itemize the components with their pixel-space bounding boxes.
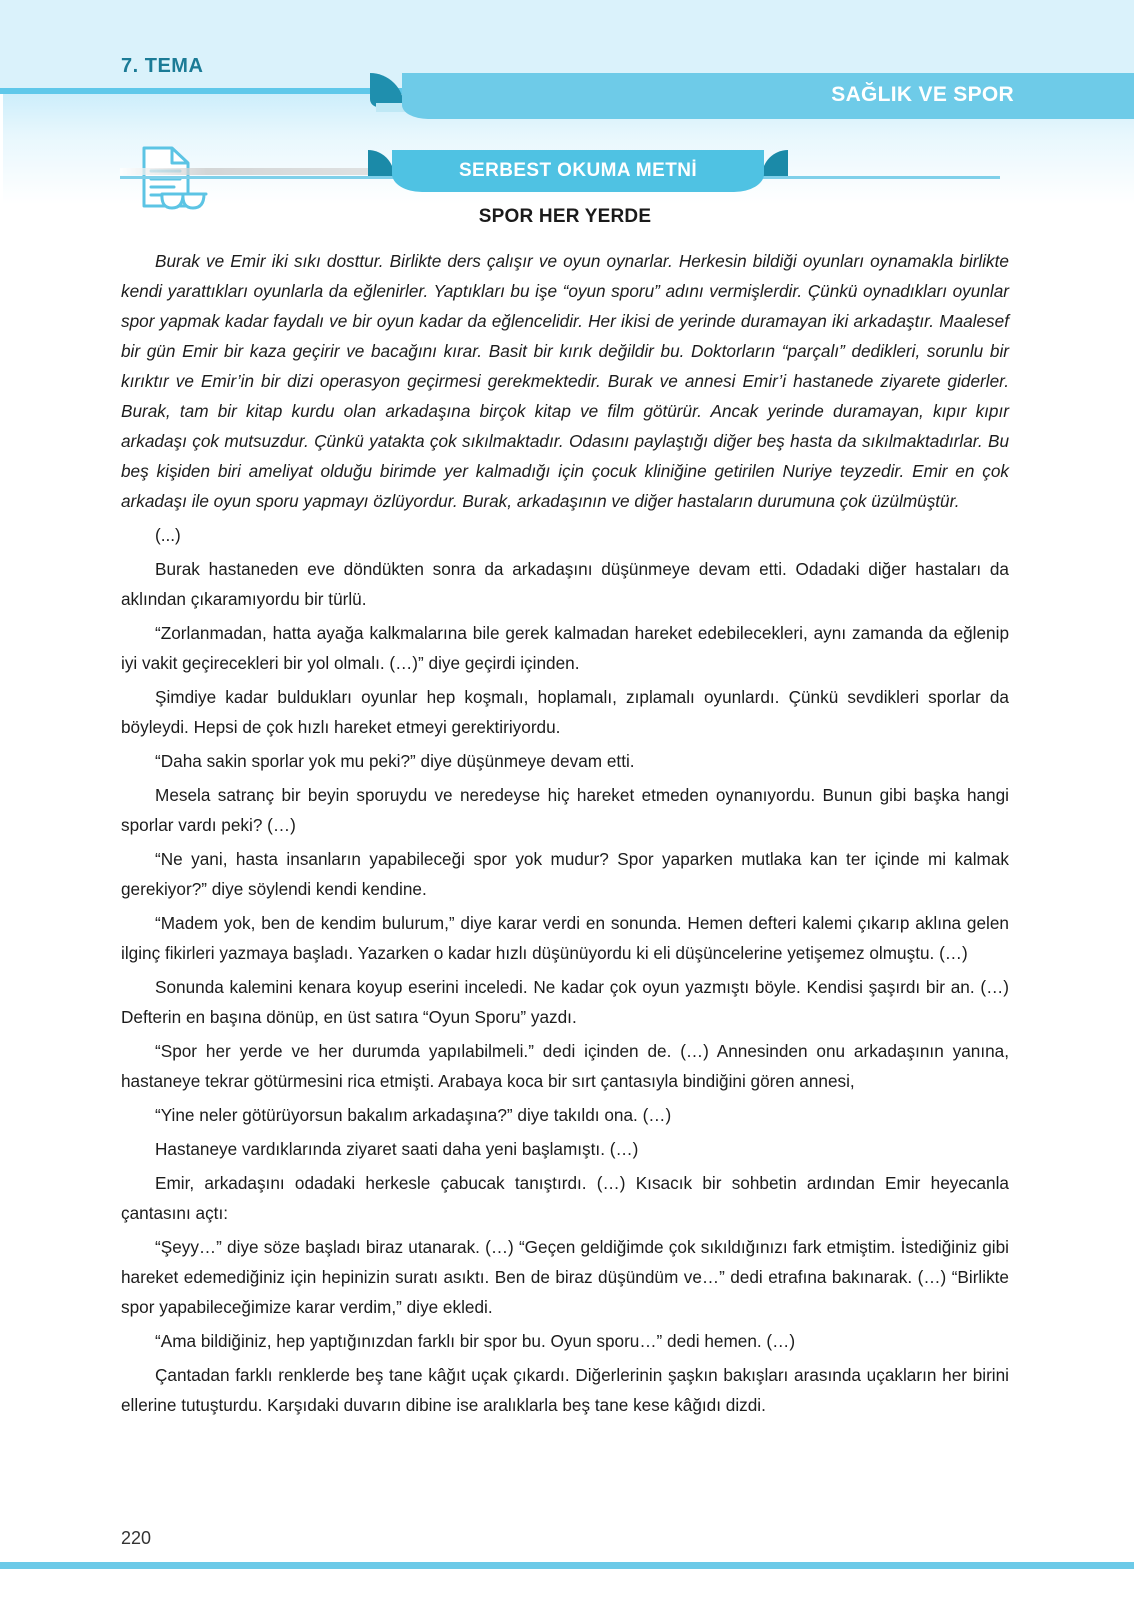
body-paragraph: Mesela satranç bir beyin sporuydu ve neredeyse hiç hareket etmeden oynanıyordu. Bunun gibi başka hangi sporlar vardı peki? (…) <box>121 785 1009 835</box>
section-ribbon-fold-left <box>368 150 394 176</box>
body-paragraph: “Spor her yerde ve her durumda yapılabilmeli.” dedi içinden de. (…) Annesinden onu arkadaşının yanına, hastaneye tekrar götürmesini rica etmişti. Arabaya koca bir sırt çantasıyla bindiğini gören annesi, <box>121 1041 1009 1091</box>
unit-header-ribbon <box>370 73 1134 123</box>
left-edge-margin <box>0 94 3 1562</box>
body-paragraph: Hastaneye vardıklarında ziyaret saati daha yeni başlamıştı. (…) <box>155 1139 639 1159</box>
body-paragraph: “Daha sakin sporlar yok mu peki?” diye düşünmeye devam etti. <box>155 751 635 771</box>
unit-ribbon-body <box>402 73 1134 119</box>
body-paragraph: Burak hastaneden eve döndükten sonra da arkadaşını düşünmeye devam etti. Odadaki diğer hastaları da aklından çıkaramıyordu bir türlü. <box>121 559 1009 609</box>
body-paragraph: “Ne yani, hasta insanların yapabileceği spor yok mudur? Spor yaparken mutlaka kan ter içinde mi kalmak gerekiyor?” diye söylendi kendi kendine. <box>121 849 1009 899</box>
intro-paragraph: Burak ve Emir iki sıkı dosttur. Birlikte ders çalışır ve oyun oynarlar. Herkesin bildiği oyunları oynamakla birlikte kendi yarattıkları oyunlarla da eğlenirler. Yaptıkları bu işe “oyun sporu” adını vermişlerdir. Çünkü oynadıkları oyunlar spor yapmak kadar faydalı ve bir oyun kadar da eğlencelidir. Her ikisi de yerinde duramayan iki arkadaştır. Maalesef bir gün Emir bir kaza geçirir ve bacağını kırar. Basit bir kırık değildir bu. Doktorların “parçalı” dedikleri, sorunlu bir kırıktır ve Emir’in bir dizi operasyon geçirmesi gerekmektedir. Burak ve annesi Emir’i hastanede ziyarete giderler. Burak, tam bir kitap kurdu olan arkadaşına birçok kitap ve film götürür. Ancak yerinde duramayan, kıpır kıpır arkadaşı çok mutsuzdur. Çünkü yatakta çok sıkılmaktadır. Odasını paylaştığı diğer beş hasta da sıkılmaktadırlar. Bu beş kişiden biri ameliyat olduğu birimde yer kalmadığı için çocuk kliniğine getirilen Nuriye teyzedir. Emir en çok arkadaşı ile oyun sporu yapmayı özlüyordur. Burak, arkadaşının ve diğer hastaların durumuna çok üzülmüştür. <box>121 251 1009 511</box>
unit-label: 7. TEMA <box>121 55 204 77</box>
section-label: SERBEST OKUMA METNİ <box>458 160 698 181</box>
unit-title: SAĞLIK VE SPOR <box>831 83 1014 106</box>
body-paragraph: (...) <box>155 525 181 545</box>
body-paragraphs <box>121 520 1009 1420</box>
body-paragraph: “Madem yok, ben de kendim bulurum,” diye karar verdi en sonunda. Hemen defteri kalemi çıkarıp aklına gelen ilginç fikirleri yazmaya başladı. Yazarken o kadar hızlı düşünüyordu ki eli düşüncelerine yetişemez olmuştu. (…) <box>121 913 1009 963</box>
body-paragraph: Çantadan farklı renklerde beş tane kâğıt uçak çıkardı. Diğerlerinin şaşkın bakışları arasında uçakların her birini ellerine tutuşturdu. Karşıdaki duvarın dibine ise aralıklarla beş tane kese kâğıdı dizdi. <box>121 1365 1009 1415</box>
article-content <box>121 206 1009 1424</box>
body-paragraph: “Yine neler götürüyorsun bakalım arkadaşına?” diye takıldı ona. (…) <box>155 1105 672 1125</box>
body-paragraph: “Şeyy…” diye söze başladı biraz utanarak. (…) “Geçen geldiğimde çok sıkıldığınızı fark etmiştim. İstediğiniz gibi hareket edemediğiniz için hepinizin suratı asıktı. Ben de biraz düşündüm ve…” dedi etrafına bakınarak. (…) “Birlikte spor yapabileceğimize karar verdim,” diye ekledi. <box>121 1237 1009 1317</box>
section-rule-shadow <box>120 168 370 175</box>
ribbon-fold-left <box>370 73 404 107</box>
section-ribbon-fold-right <box>762 150 788 176</box>
bottom-rule <box>0 1562 1134 1569</box>
page-title: SPOR HER YERDE <box>478 206 652 227</box>
page-number: 220 <box>121 1528 152 1548</box>
body-paragraph: Sonunda kalemini kenara koyup eserini inceledi. Ne kadar çok oyun yazmıştı böyle. Kendisi şaşırdı bir an. (…) Defterin en başına dönüp, en üst satıra “Oyun Sporu” yazdı. <box>121 977 1009 1027</box>
body-paragraph: “Ama bildiğiniz, hep yaptığınızdan farklı bir spor bu. Oyun sporu…” dedi hemen. (…) <box>155 1331 796 1351</box>
section-ribbon-body <box>392 150 764 192</box>
body-paragraph: Şimdiye kadar buldukları oyunlar hep koşmalı, hoplamalı, zıplamalı oyunlardı. Çünkü sevdikleri sporlar da böyleydi. Hepsi de çok hızlı hareket etmeyi gerektiriyordu. <box>121 687 1009 737</box>
body-paragraph: Emir, arkadaşını odadaki herkesle çabucak tanıştırdı. (…) Kısacık bir sohbetin ardından Emir heyecanla çantasını açtı: <box>121 1173 1009 1223</box>
section-ribbon <box>368 150 788 192</box>
body-paragraph: “Zorlanmadan, hatta ayağa kalkmalarına bile gerek kalmadan hareket edebilecekleri, aynı zamanda da eğlenip iyi vakit geçirecekleri bir yol olmalı. (…)” diye geçirdi içinden. <box>121 623 1009 673</box>
